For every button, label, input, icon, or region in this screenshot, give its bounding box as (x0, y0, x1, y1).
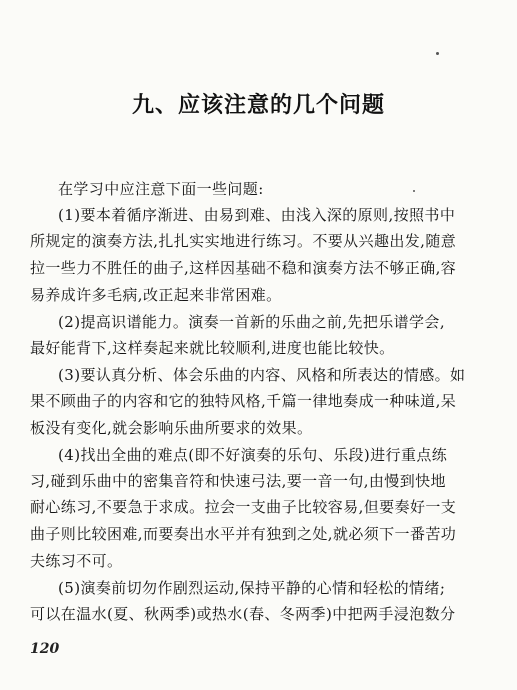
print-speck (436, 52, 439, 55)
page-number: 120 (30, 641, 60, 657)
body-line: 夫练习不可。 (30, 552, 123, 570)
body-line: (3)要认真分析、体会乐曲的内容、风格和所表达的情感。如 (58, 366, 466, 384)
body-line: (5)演奏前切勿作剧烈运动,保持平静的心情和轻松的情绪; (58, 579, 446, 597)
body-line: 易养成许多毛病,改正起来非常困难。 (30, 286, 282, 304)
body-line: 果不顾曲子的内容和它的独特风格,千篇一律地奏成一种味道,呆 (30, 392, 457, 410)
body-line: 可以在温水(夏、秋两季)或热水(春、冬两季)中把两手浸泡数分 (30, 605, 456, 623)
body-line: 曲子则比较困难,而要奏出水平并有独到之处,就必须下一番苦功 (30, 525, 457, 543)
body-line: 所规定的演奏方法,扎扎实实地进行练习。不要从兴趣出发,随意 (30, 232, 457, 250)
body-line: (2)提高识谱能力。演奏一首新的乐曲之前,先把乐谱学会, (58, 313, 445, 331)
body-line: 耐心练习,不要急于求成。拉会一支曲子比较容易,但要奏好一支 (30, 498, 457, 516)
body-line: (1)要本着循序渐进、由易到难、由浅入深的原则,按照书中 (58, 206, 456, 224)
body-line: 板没有变化,就会影响乐曲所要求的效果。 (30, 419, 313, 437)
body-line: 习,碰到乐曲中的密集音符和快速弓法,要一音一句,由慢到快地 (30, 472, 446, 490)
section-title: 九、应该注意的几个问题 (131, 93, 385, 118)
print-speck (413, 190, 415, 192)
body-line: 最好能背下,这样奏起来就比较顺利,进度也能比较快。 (30, 339, 395, 357)
body-line: (4)找出全曲的难点(即不好演奏的乐句、乐段)进行重点练 (58, 446, 448, 464)
body-line: 在学习中应注意下面一些问题: (58, 180, 264, 198)
body-line: 拉一些力不胜任的曲子,这样因基础不稳和演奏方法不够正确,容 (30, 259, 457, 277)
